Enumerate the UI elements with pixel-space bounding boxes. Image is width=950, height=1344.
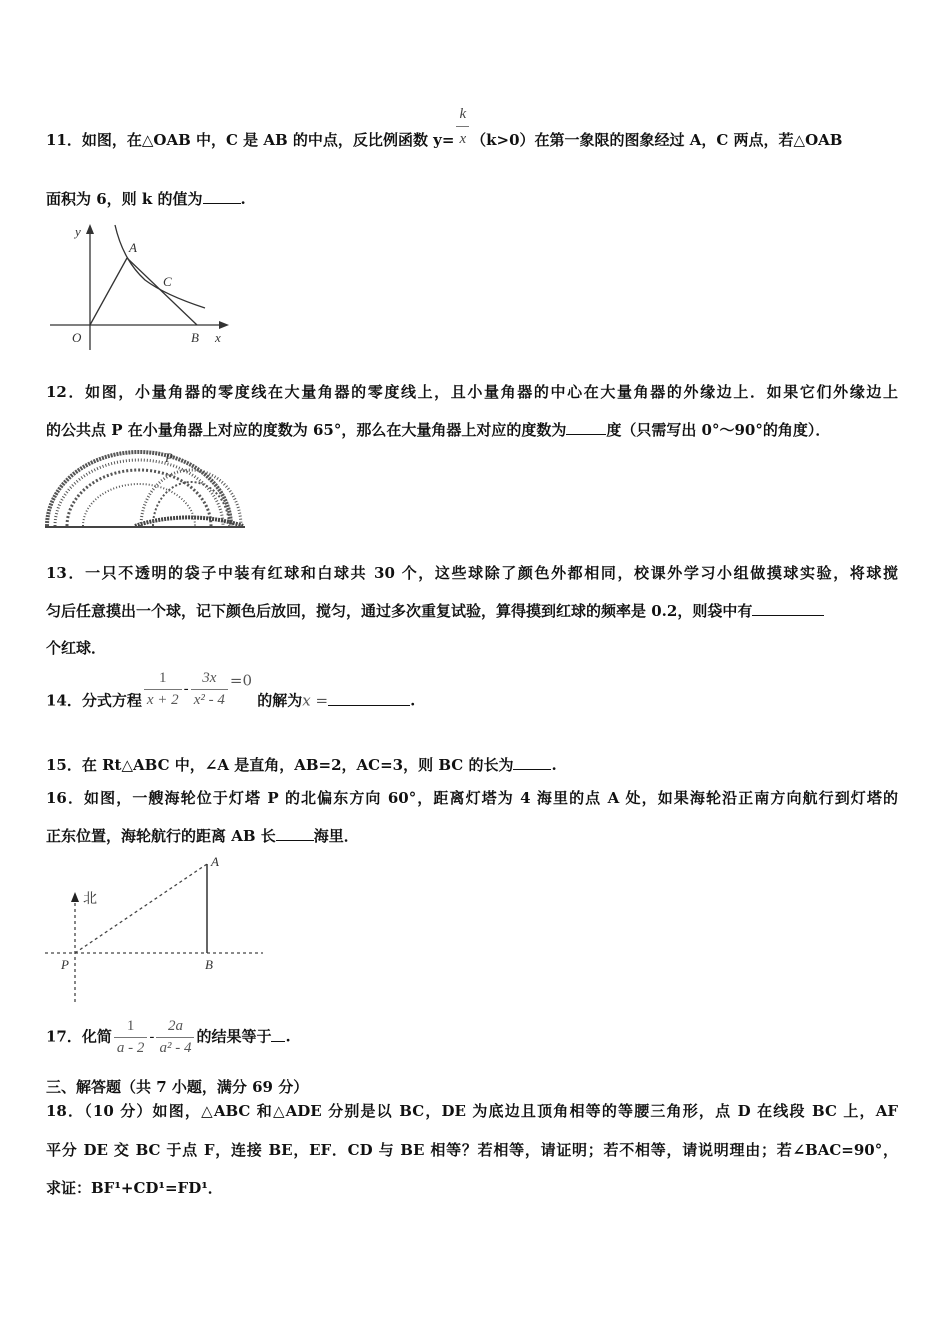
q17-line (46, 1018, 291, 1057)
answer-blank (203, 189, 241, 204)
label-c: C (163, 274, 172, 289)
q12-line2 (46, 420, 830, 440)
label-b: B (191, 330, 199, 345)
answer-blank (271, 1027, 285, 1042)
answer-blank (513, 755, 551, 770)
q14-var: x = (302, 691, 329, 710)
q14-prefix: 14．分式方程 (46, 691, 142, 710)
answer-blank (276, 826, 314, 841)
q18-line3: 求证：BF¹+CD¹=FD¹． (46, 1179, 223, 1197)
q11-text-a: 11．如图，在△OAB 中，C 是 AB 的中点，反比例函数 y= (46, 131, 455, 149)
label-p: P (165, 450, 173, 465)
q14-f1-num: 1 (144, 670, 182, 690)
q18-line2: 平分 DE 交 BC 于点 F，连接 BE，EF．CD 与 BE 相等？若相等，请证明；若不相等，请说明理由；若∠BAC=90°， (46, 1141, 898, 1159)
answer-blank (566, 420, 606, 435)
q13-text: 匀后任意摸出一个球，记下颜色后放回，搅匀，通过多次重复试验，算得摸到红球的频率是 0.2，则袋中有 (46, 602, 753, 620)
q17-f1-den: a - 2 (116, 1040, 145, 1056)
label-y: y (75, 224, 81, 239)
q11-end: . (240, 190, 246, 208)
q17-suffix: 的结果等于 (196, 1027, 272, 1046)
q12-text-a: 的公共点 P 在小量角器上对应的度数为 65°，那么在大量角器上对应的度数为 (46, 421, 567, 439)
section-title: 三、解答题（共 7 小题，满分 69 分） (46, 1078, 309, 1096)
q11-frac-den: x (459, 131, 467, 147)
q17-f2-den: a² - 4 (159, 1040, 192, 1056)
label-b: B (205, 957, 213, 972)
q14-f1-den: x + 2 (146, 692, 179, 708)
q14-suffix: 的解为 (257, 691, 303, 710)
q12-line1: 12．如图，小量角器的零度线在大量角器的零度线上，且小量角器的中心在大量角器的外缘边上．如果它们外缘边上 (46, 383, 898, 401)
q13-line3: 个红球． (46, 639, 107, 657)
q14-f2-den: x² - 4 (193, 692, 225, 708)
q18-line1: 18．（10 分）如图，△ABC 和△ADE 分别是以 BC，DE 为底边且顶角相等的等腰三角形，点 D 在线段 BC 上，AF (46, 1102, 898, 1120)
q17-f2-num: 2a (156, 1018, 194, 1038)
q16-line1: 16．如图，一艘海轮位于灯塔 P 的北偏东方向 60°，距离灯塔为 4 海里的点 A 处，如果海轮沿正南方向航行到灯塔的 (46, 789, 898, 807)
q14-f2-num: 3x (191, 670, 228, 690)
answer-blank (752, 601, 824, 616)
q16-figure (45, 852, 267, 1011)
label-a: A (211, 854, 219, 869)
q13-line2 (46, 601, 824, 621)
label-p: P (61, 957, 69, 972)
protractor-figure (45, 448, 245, 534)
q16-line2 (46, 826, 359, 846)
q17-f1-num: 1 (114, 1018, 148, 1038)
q15-text: 15．在 Rt△ABC 中，∠A 是直角，AB=2，AC=3，则 BC 的长为 (46, 756, 514, 774)
q11-frac-num: k (456, 104, 469, 127)
q15-end: . (551, 756, 557, 774)
q14-eq0: =0 (229, 671, 253, 690)
q11-text-c: 面积为 6，则 k 的值为 (46, 190, 203, 208)
answer-blank (328, 691, 410, 706)
label-a: A (129, 240, 137, 255)
label-north: 北 (83, 891, 97, 907)
q14-end: . (410, 691, 416, 710)
q13-line1: 13．一只不透明的袋子中装有红球和白球共 30 个，这些球除了颜色外都相同，校课外学习小组做摸球实验，将球搅 (46, 564, 898, 582)
q15-line (46, 755, 557, 775)
q11-figure (45, 220, 240, 359)
label-x: x (215, 330, 221, 345)
q12-text-b: 度（只需写出 0°～90°的角度）． (606, 421, 831, 439)
q17-minus: - (149, 1027, 155, 1046)
q14-minus: - (183, 679, 189, 698)
q17-prefix: 17．化简 (46, 1027, 112, 1046)
label-o: O (72, 330, 82, 345)
q11-text-b: （k>0）在第一象限的图象经过 A，C 两点，若△OAB (471, 131, 843, 149)
q16-text-a: 正东位置，海轮航行的距离 AB 长 (46, 827, 276, 845)
q11-line2 (46, 189, 246, 209)
q16-text-b: 海里． (313, 827, 359, 845)
q11-line1 (46, 104, 842, 150)
q17-end: . (285, 1027, 291, 1046)
q14-line (46, 670, 415, 711)
